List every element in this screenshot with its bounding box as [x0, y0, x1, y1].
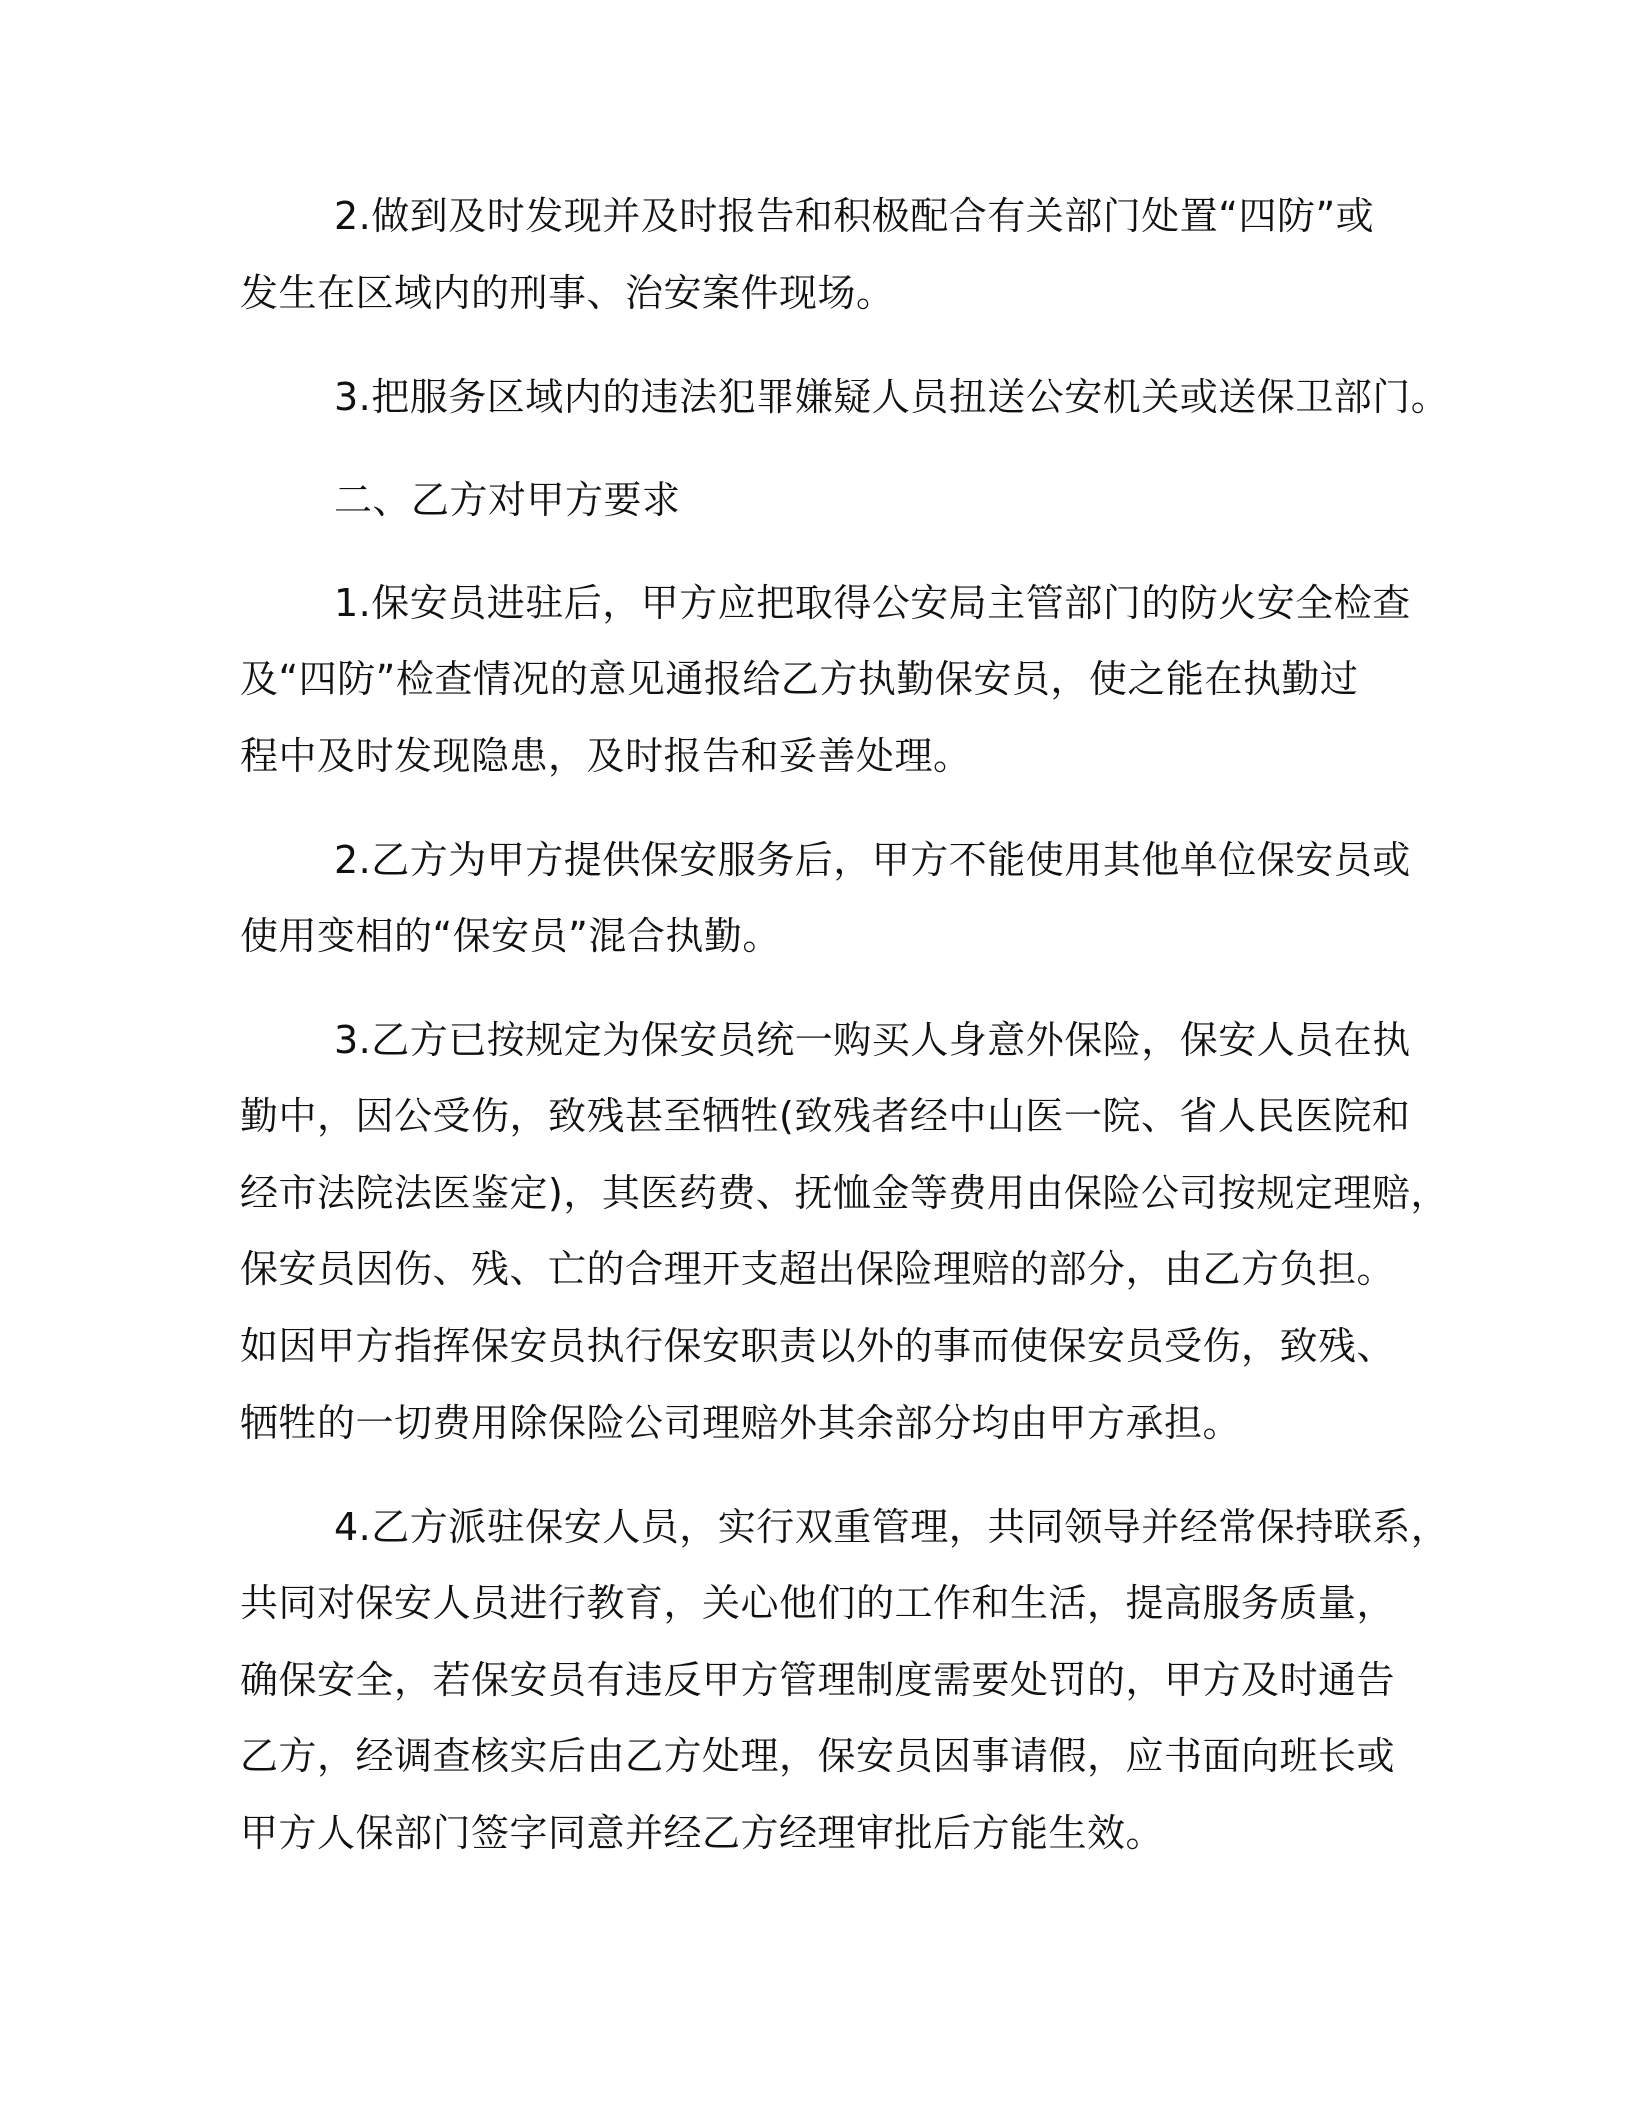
item-4-line-3: 确保安全，若保安员有违反甲方管理制度需要处罚的，甲方及时通告	[240, 1658, 1396, 1702]
item-3-line-1: 3.乙方已按规定为保安员统一购买人身意外保险，保安人员在执	[334, 1018, 1411, 1062]
item-1-line-2: 及“四防”检查情况的意见通报给乙方执勤保安员，使之能在执勤过	[240, 657, 1359, 701]
item-4-line-2: 共同对保安人员进行教育，关心他们的工作和生活，提高服务质量，	[240, 1581, 1396, 1625]
item-1-line-1: 1.保安员进驻后，甲方应把取得公安局主管部门的防火安全检查	[334, 581, 1411, 625]
item-2-line-2: 使用变相的“保安员”混合执勤。	[240, 914, 781, 958]
item-3-line-6: 牺牲的一切费用除保险公司理赔外其余部分均由甲方承担。	[240, 1401, 1242, 1445]
item-4-line-4: 乙方，经调查核实后由乙方处理，保安员因事请假，应书面向班长或	[240, 1734, 1396, 1778]
item-4-line-1: 4.乙方派驻保安人员，实行双重管理，共同领导并经常保持联系，	[334, 1505, 1450, 1549]
item-1-line-3: 程中及时发现隐患，及时报告和妥善处理。	[240, 734, 972, 778]
paragraph-2-line-1: 2.做到及时发现并及时报告和积极配合有关部门处置“四防”或	[334, 194, 1375, 238]
item-3-line-3: 经市法院法医鉴定)，其医药费、抚恤金等费用由保险公司按规定理赔，	[240, 1171, 1449, 1215]
item-3-line-4: 保安员因伤、残、亡的合理开支超出保险理赔的部分，由乙方负担。	[240, 1247, 1396, 1291]
item-4-line-5: 甲方人保部门签字同意并经乙方经理审批后方能生效。	[240, 1811, 1165, 1855]
item-3-line-2: 勤中，因公受伤，致残甚至牺牲(致残者经中山医一院、省人民医院和	[240, 1094, 1411, 1138]
item-2-line-1: 2.乙方为甲方提供保安服务后，甲方不能使用其他单位保安员或	[334, 838, 1411, 882]
paragraph-3-line-1: 3.把服务区域内的违法犯罪嫌疑人员扭送公安机关或送保卫部门。	[334, 375, 1450, 419]
paragraph-2-line-2: 发生在区域内的刑事、治安案件现场。	[240, 271, 895, 315]
section-heading: 二、乙方对甲方要求	[334, 478, 681, 522]
item-3-line-5: 如因甲方指挥保安员执行保安职责以外的事而使保安员受伤，致残、	[240, 1324, 1396, 1368]
